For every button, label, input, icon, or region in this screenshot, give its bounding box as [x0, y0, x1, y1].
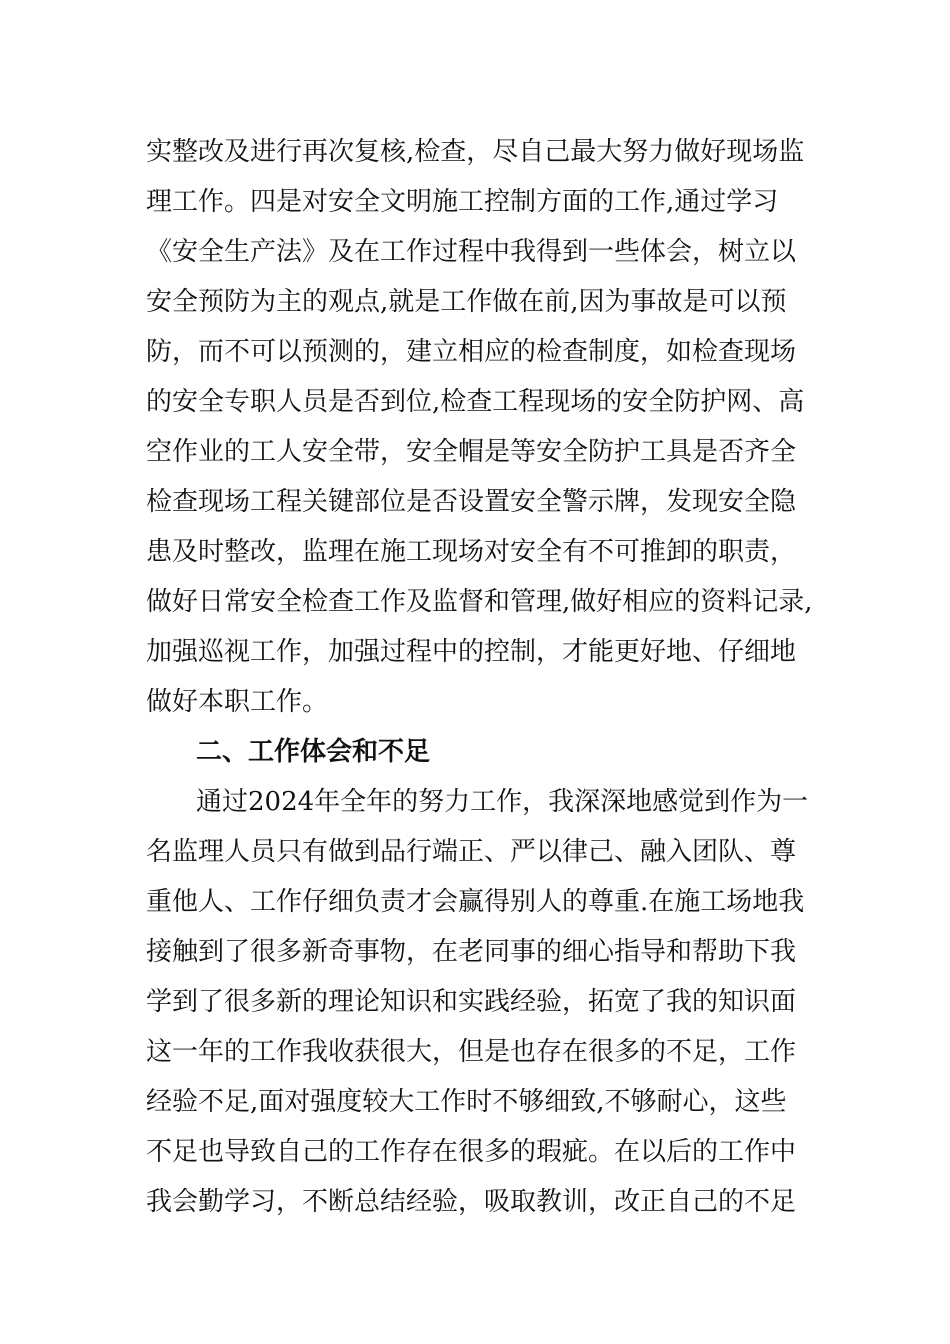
- paragraph1-line-2: 理工作。四是对安全文明施工控制方面的工作,通过学习: [146, 187, 779, 217]
- paragraph1-line-9: 患及时整改，监理在施工现场对安全有不可推卸的职责，: [146, 537, 797, 567]
- paragraph1-line-8: 检查现场工程关键部位是否设置安全警示牌，发现安全隐: [146, 487, 797, 517]
- paragraph2-line-4: 接触到了很多新奇事物，在老同事的细心指导和帮助下我: [146, 937, 797, 967]
- paragraph1-line-12: 做好本职工作。: [146, 687, 329, 717]
- paragraph2-line-2: 名监理人员只有做到品行端正、严以律己、融入团队、尊: [146, 837, 797, 867]
- paragraph2-line-1: 通过2024年全年的努力工作，我深深地感觉到作为一: [196, 787, 809, 817]
- paragraph1-line-11: 加强巡视工作，加强过程中的控制，才能更好地、仔细地: [146, 637, 797, 667]
- paragraph1-line-4: 安全预防为主的观点,就是工作做在前,因为事故是可以预: [146, 287, 787, 317]
- paragraph2-line-9: 我会勤学习，不断总结经验，吸取教训，改正自己的不足: [146, 1187, 797, 1217]
- paragraph2-line-6: 这一年的工作我收获很大，但是也存在很多的不足，工作: [146, 1037, 797, 1067]
- section-heading: 二、工作体会和不足: [196, 737, 431, 767]
- paragraph1-line-5: 防，而不可以预测的，建立相应的检查制度，如检查现场: [146, 337, 797, 367]
- paragraph1-line-1: 实整改及进行再次复核,检查，尽自己最大努力做好现场监: [146, 137, 805, 167]
- paragraph1-line-10: 做好日常安全检查工作及监督和管理,做好相应的资料记录,: [146, 587, 813, 617]
- paragraph2-line-3: 重他人、工作仔细负责才会赢得别人的尊重.在施工场地我: [146, 887, 805, 917]
- paragraph1-line-7: 空作业的工人安全带，安全帽是等安全防护工具是否齐全: [146, 437, 797, 467]
- paragraph1-line-3: 《安全生产法》及在工作过程中我得到一些体会，树立以: [146, 237, 797, 267]
- paragraph2-line-7: 经验不足,面对强度较大工作时不够细致,不够耐心，这些: [146, 1087, 787, 1117]
- paragraph2-line-5: 学到了很多新的理论知识和实践经验，拓宽了我的知识面: [146, 987, 797, 1017]
- paragraph2-line-8: 不足也导致自己的工作存在很多的瑕疵。在以后的工作中: [146, 1137, 797, 1167]
- paragraph1-line-6: 的安全专职人员是否到位,检查工程现场的安全防护网、高: [146, 387, 805, 417]
